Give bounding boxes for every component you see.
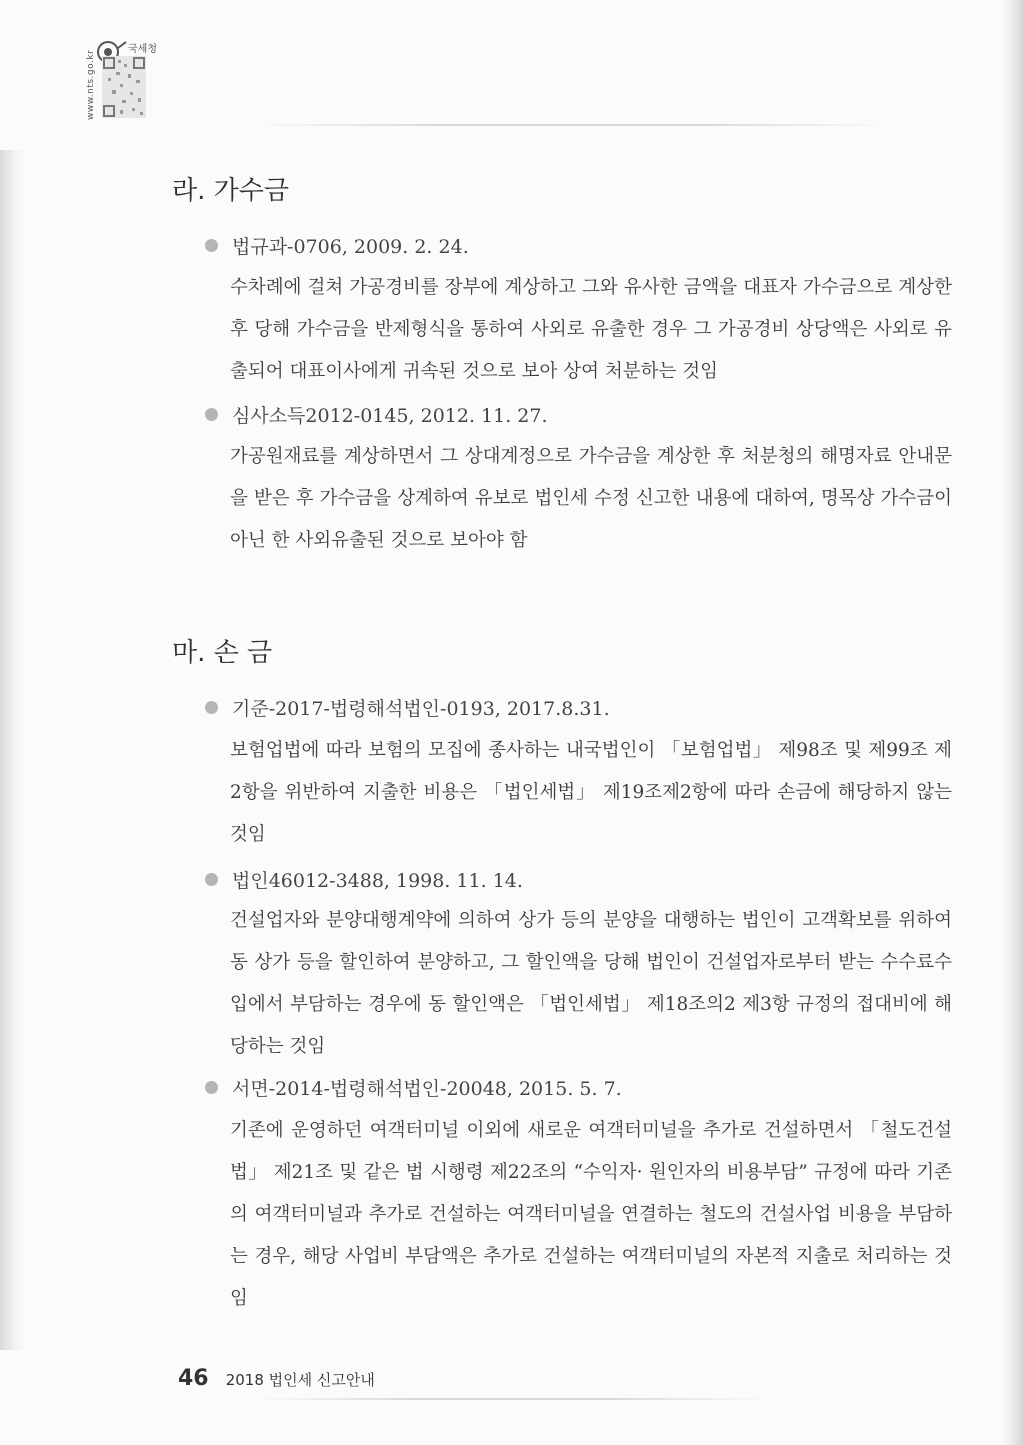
ruling-reference	[205, 232, 469, 259]
bullet-icon	[205, 701, 218, 714]
ruling-reference-text: 서면-2014-법령해석법인-20048, 2015. 5. 7.	[232, 1078, 622, 1100]
ruling-reference	[205, 1074, 622, 1101]
footer-rule	[250, 1398, 770, 1400]
page-edge-shadow	[1002, 0, 1024, 1445]
section-title-gasugeum: 라. 가수금	[172, 176, 289, 206]
bullet-icon	[205, 239, 218, 252]
bullet-icon	[205, 873, 218, 886]
ruling-summary: 건설업자와 분양대행계약에 의하여 상가 등의 분양을 대행하는 법인이 고객확보를 위하여 동 상가 등을 할인하여 분양하고, 그 할인액을 당해 법인이 건설업자로부터 받는 수수료수입에서 부담하는 경우에 동 할인액은 「법인세법」 제18조의2 제3항 규정의 접대비에 해당하는 것임	[230, 910, 952, 1057]
ruling-reference	[205, 866, 523, 893]
ruling-summary: 가공원재료를 계상하면서 그 상대계정으로 가수금을 계상한 후 처분청의 해명자료 안내문을 받은 후 가수금을 상계하여 유보로 법인세 수정 신고한 내용에 대하여, 명목상 가수금이 아닌 한 사외유출된 것으로 보아야 함	[230, 446, 952, 551]
ruling-reference-text: 기준-2017-법령해석법인-0193, 2017.8.31.	[232, 698, 610, 720]
ruling-summary: 기존에 운영하던 여객터미널 이외에 새로운 여객터미널을 추가로 건설하면서 「철도건설법」 제21조 및 같은 법 시행령 제22조의 “수익자· 원인자의 비용부담” 규정에 따라 기존의 여객터미널과 추가로 건설하는 여객터미널을 연결하는 철도의 건설사업 비용을 부담하는 경우, 해당 사업비 부담액은 추가로 건설하는 여객터미널의 자본적 지출로 처리하는 것임	[230, 1120, 952, 1309]
header-rule	[250, 124, 890, 126]
page-footer	[178, 1366, 375, 1391]
section-title-songeum: 마. 손 금	[172, 638, 273, 668]
bullet-icon	[205, 1081, 218, 1094]
ruling-reference	[205, 694, 610, 721]
ruling-reference-text: 법규과-0706, 2009. 2. 24.	[232, 236, 469, 258]
ruling-summary: 보험업법에 따라 보험의 모집에 종사하는 내국법인이 「보험업법」 제98조 및 제99조 제2항을 위반하여 지출한 비용은 「법인세법」 제19조제2항에 따라 손금에 해당하지 않는 것임	[230, 740, 952, 845]
binding-shadow	[0, 150, 26, 1350]
page-number: 46	[178, 1366, 209, 1391]
bullet-icon	[205, 408, 218, 421]
footer-title: 2018 법인세 신고안내	[225, 1371, 375, 1389]
qr-code-icon	[102, 56, 146, 118]
ruling-reference-text: 심사소득2012-0145, 2012. 11. 27.	[232, 405, 548, 427]
ruling-reference-text: 법인46012-3488, 1998. 11. 14.	[232, 870, 523, 892]
logo-url: www.nts.go.kr	[86, 49, 96, 120]
ruling-summary: 수차례에 걸쳐 가공경비를 장부에 계상하고 그와 유사한 금액을 대표자 가수금으로 계상한 후 당해 가수금을 반제형식을 통하여 사외로 유출한 경우 그 가공경비 상당액은 사외로 유출되어 대표이사에게 귀속된 것으로 보아 상여 처분하는 것임	[230, 277, 952, 382]
logo-org-name: 국세청	[128, 44, 157, 55]
ruling-reference	[205, 401, 548, 428]
